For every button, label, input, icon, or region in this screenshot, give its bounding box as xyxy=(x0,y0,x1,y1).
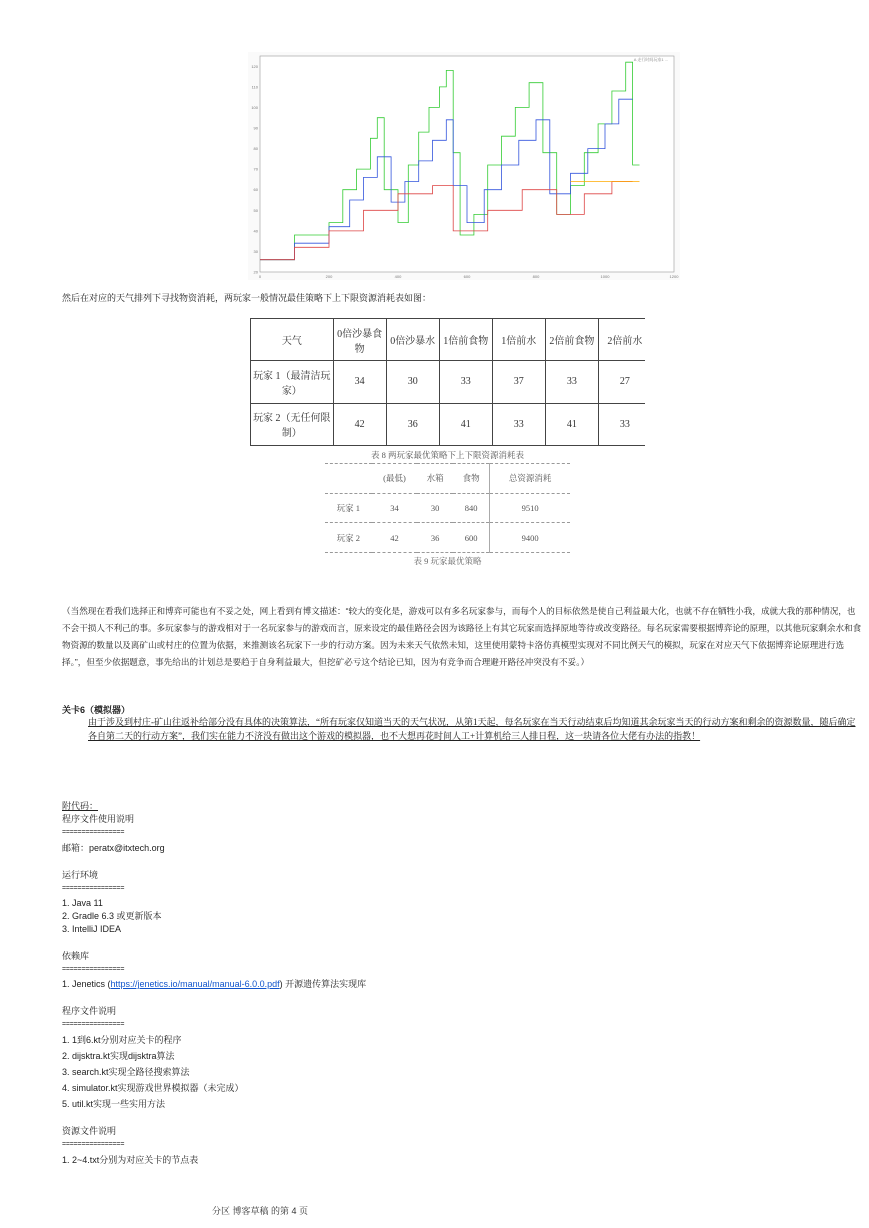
table-cell: 9510 xyxy=(490,493,570,523)
list-item: 4. simulator.kt实现游戏世界模拟器（未完成） xyxy=(62,1083,244,1093)
y-tick-label: 20 xyxy=(253,269,258,275)
table-row xyxy=(325,493,570,523)
list-item: 3. search.kt实现全路径搜索算法 xyxy=(62,1067,190,1077)
table-cell: 36 xyxy=(386,403,439,445)
table-cell: 27 xyxy=(598,361,645,403)
table-cell: 37 xyxy=(492,361,545,403)
table-cell: 34 xyxy=(390,502,399,513)
page-footer: 分区 博客草稿 的第 4 页 xyxy=(212,1206,309,1216)
table1-header-row xyxy=(251,319,646,361)
table1-header-cell: 2倍前食物 xyxy=(545,319,598,361)
list-item: 1. 1到6.kt分别对应关卡的程序 xyxy=(62,1035,182,1045)
x-tick-label: 200 xyxy=(325,274,333,279)
deps-title: 依赖库 xyxy=(62,951,90,961)
table-cell: 41 xyxy=(439,403,492,445)
list-item: 5. util.kt实现一些实用方法 xyxy=(62,1099,166,1109)
row-label: 玩家 2（无任何限制） xyxy=(251,403,334,445)
x-tick-label: 400 xyxy=(394,274,402,279)
table2-header-cell: 水箱 xyxy=(426,473,444,484)
table1-header-cell: 0倍沙暴食物 xyxy=(333,319,386,361)
table-cell: 600 xyxy=(464,532,478,543)
list-item: 2. dijsktra.kt实现dijsktra算法 xyxy=(62,1051,175,1061)
separator: ================ xyxy=(62,966,125,973)
level6-body: 由于涉及到村庄-矿山往返补给部分没有具体的决策算法，“所有玩家仅知道当天的天气状况，从第1天起，每名玩家在当天行动结束后均知道其余玩家当天的行动方案和剩余的资源数量，随后确定各自第二天的行动方案”，我们实在能力不济没有做出这个游戏的模拟器，也不大想再花时间人工+计算机给三人排日程，这一块请各位大佬有办法的指教！ xyxy=(88,717,856,741)
list-item: 1. Java 11 xyxy=(62,898,103,908)
y-tick-label: 40 xyxy=(253,228,258,234)
y-tick-label: 60 xyxy=(253,187,258,193)
resource-table-1 xyxy=(250,318,645,446)
intro-line: 然后在对应的天气排列下寻找物资消耗，两玩家一般情况最佳策略下上下限资源消耗表如图： xyxy=(62,293,432,303)
separator: ================ xyxy=(62,829,125,836)
table-cell: 41 xyxy=(545,403,598,445)
x-tick-label: 0 xyxy=(258,274,262,279)
deps-line xyxy=(62,977,366,991)
table2-header-cell xyxy=(325,464,372,494)
table-row xyxy=(251,361,646,403)
table2-caption: 表 9 玩家最优策略 xyxy=(413,556,482,566)
x-tick-label: 1200 xyxy=(669,274,679,279)
table1-header-cell: 1倍前水 xyxy=(492,319,545,361)
table2-header-cell: 食物 xyxy=(462,473,480,484)
table2-header-cell: 总资源消耗 xyxy=(490,464,570,494)
res-title: 资源文件说明 xyxy=(62,1126,117,1136)
legend-text: A 走行时间玩家1 ... xyxy=(633,57,668,62)
y-tick-label: 30 xyxy=(253,248,258,254)
list-item: 3. IntelliJ IDEA xyxy=(62,924,122,934)
jenetics-link[interactable]: https://jenetics.io/manual/manual-6.0.0.pdf xyxy=(110,979,280,989)
row-label: 玩家 1（最清洁玩家） xyxy=(251,361,334,403)
table1-header-cell: 1倍前食物 xyxy=(439,319,492,361)
table-cell: 玩家 2 xyxy=(336,532,361,543)
table1-header-cell: 0倍沙暴水 xyxy=(386,319,439,361)
quote-paragraph: （当然现在看我们选择正和博弈可能也有不妥之处，网上看到有博文描述：“较大的变化是，游戏可以有多名玩家参与，而每个人的目标依然是使自己利益最大化，也就不存在牺牲小我，成就大我的那种情况，也不会干损人不利己的事。多玩家参与的游戏相对于一名玩家参与的游戏而言，原来设定的最佳路径会因为该路径上有其它玩家而选择原地等待或改变路径。每名玩家需要根据博弈论的原理，以其他玩家剩余水和食物资源的数量以及离矿山或村庄的位置为依据，来推测该名玩家下一步的行动方案。因为未来天气依然未知，这里使用蒙特卡洛仿真模型实现对不同比例天气的模拟，玩家在对应天气下依据博弈论原理进行选择。”，但至少依据题意，事先给出的计划总是要趋于自身利益最大，但挖矿必亏这个结论已知，因为有竞争而合理避开路径冲突没有不妥。） xyxy=(62,606,862,667)
chart-svg xyxy=(248,52,680,280)
appendix-label: 附代码： xyxy=(62,801,99,811)
table-row xyxy=(251,403,646,445)
list-item: 1. 2~4.txt分别为对应关卡的节点表 xyxy=(62,1155,199,1165)
y-tick-label: 80 xyxy=(253,146,258,152)
env-title: 运行环境 xyxy=(62,870,99,880)
table-cell: 玩家 1 xyxy=(336,502,361,513)
consumption-line-chart xyxy=(248,52,680,280)
table1-caption: 表 8 两玩家最优策略下上下限资源消耗表 xyxy=(370,450,524,460)
separator: ================ xyxy=(62,885,125,892)
table-cell: 30 xyxy=(386,361,439,403)
y-tick-label: 120 xyxy=(251,63,258,69)
table-cell: 42 xyxy=(333,403,386,445)
table-cell: 9400 xyxy=(490,523,570,553)
table-cell: 36 xyxy=(430,532,440,543)
table-cell: 33 xyxy=(492,403,545,445)
prog-title: 程序文件说明 xyxy=(62,1006,117,1016)
x-tick-label: 1000 xyxy=(600,274,610,279)
table-cell: 840 xyxy=(464,502,478,513)
table-cell: 33 xyxy=(439,361,492,403)
level6-title: 关卡6（模拟器） xyxy=(62,705,131,715)
x-tick-label: 800 xyxy=(532,274,540,279)
table-cell: 34 xyxy=(333,361,386,403)
table1-header-cell: 天气 xyxy=(251,319,334,361)
table2-header-cell: (最低) xyxy=(383,473,406,484)
table-cell: 42 xyxy=(390,532,399,543)
list-item: 2. Gradle 6.3 或更新版本 xyxy=(62,911,162,921)
table2-header-row xyxy=(325,464,570,494)
table1-header-cell: 2倍前水 xyxy=(598,319,645,361)
readme-title: 程序文件使用说明 xyxy=(62,814,135,824)
y-tick-label: 100 xyxy=(251,104,258,110)
email-line: 邮箱：peratx@itxtech.org xyxy=(62,843,165,853)
deps-prefix: 1. Jenetics ( xyxy=(62,979,111,989)
table-cell: 33 xyxy=(545,361,598,403)
resource-table-2 xyxy=(325,463,570,553)
y-tick-label: 70 xyxy=(253,166,258,172)
deps-suffix: ) 开源遗传算法实现库 xyxy=(279,979,367,989)
x-tick-label: 600 xyxy=(463,274,471,279)
table-row xyxy=(325,523,570,553)
y-tick-label: 50 xyxy=(253,207,258,213)
y-tick-label: 110 xyxy=(251,84,258,90)
separator: ================ xyxy=(62,1141,125,1148)
y-tick-label: 90 xyxy=(253,125,258,131)
table-cell: 33 xyxy=(598,403,645,445)
table-cell: 30 xyxy=(430,502,440,513)
separator: ================ xyxy=(62,1021,125,1028)
plot-area xyxy=(260,56,674,272)
